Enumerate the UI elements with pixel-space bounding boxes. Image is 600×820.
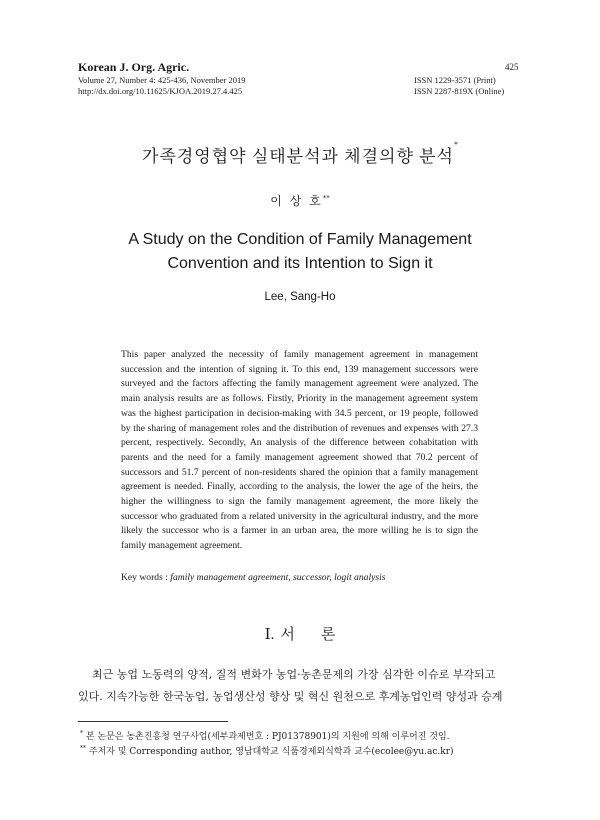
abstract: This paper analyzed the necessity of family management agreement in management succession and the intention of signing it. To this end, 139 management successors were surveyed and the factors affecting the family management agreement were analyzed. The main analysis results are as follows. Firstly, Priority in the management agreement system was the highest participation in decision-making with 34.5 percent, or 19 people, followed by the sharing of management roles and the distribution of revenues and expenses with 27.3 percent, respectively. Secondly, An analysis of the difference between cohabitation with parents and the need for a family management agreement showed that 70.2 percent of successors and 51.7 percent of non-residents shared the opinion that a family management agreement is needed. Finally, according to the analysis, the lower the age of the heirs, the higher the willingness to sign the family management agreement, the more likely the successor who graduated from a related university in the agricultural industry, and the more likely the successor who is a farmer in an urban area, the more willing he is to sign the family management agreement. [121,349,478,552]
issn-print: ISSN 1229-3571 (Print) [414,75,496,85]
english-author: Lee, Sang-Ho [264,291,336,303]
body-line-1: 최근 농업 노동력의 양적, 질적 변화가 농업·농촌문제의 가장 심각한 이슈로 부각되고 [92,668,496,681]
korean-author-name: 이 상 호 [270,194,323,208]
body-text [78,664,524,708]
english-title-line-2: Convention and its Intention to Sign it [167,255,433,272]
section-heading [0,623,600,644]
doi-line[interactable]: http://dx.doi.org/10.11625/KJOA.2019.27.4.425 [78,86,243,96]
title-footnote-marker: * [453,140,458,149]
author-footnote-marker: ** [322,194,330,202]
section-word-2: 론 [320,627,336,643]
section-number: Ⅰ. [264,627,275,643]
page-number: 425 [505,62,519,72]
keywords-values: family management agreement, successor, logit analysis [170,572,386,583]
footnote-1 [80,729,450,742]
footnote-2 [80,744,454,757]
korean-title-text: 가족경영협약 실태분석과 체결의향 분석 [142,147,454,166]
english-title [0,228,600,276]
footnote-2-marker: ** [80,745,86,752]
footnote-2-text: 주저자 및 Corresponding author, 영남대학교 식품경제외식학과 교수(ecolee@yu.ac.kr) [86,747,454,757]
korean-title [0,142,600,167]
section-word-1: 서 [280,627,295,643]
body-line-2: 있다. 지속가능한 한국농업, 농업생산성 향상 및 혁신 원천으로 후계농업인력 양성과 승계 [78,690,503,703]
footnote-1-marker: * [80,730,83,737]
issn-online: ISSN 2287-819X (Online) [414,86,505,96]
keywords-label: Key words : [121,572,171,583]
footnote-1-text: 본 논문은 농촌진흥청 연구사업(세부과제번호 : PJ01378901)의 지원에 의해 이루어진 것임. [83,732,450,742]
footnote-divider [78,721,228,722]
korean-author [0,192,600,209]
journal-title: Korean J. Org. Agric. [78,60,190,74]
volume-line: Volume 27, Number 4: 425-436, November 2019 [78,75,246,85]
english-title-line-1: A Study on the Condition of Family Management [128,231,472,248]
keywords [121,572,386,583]
